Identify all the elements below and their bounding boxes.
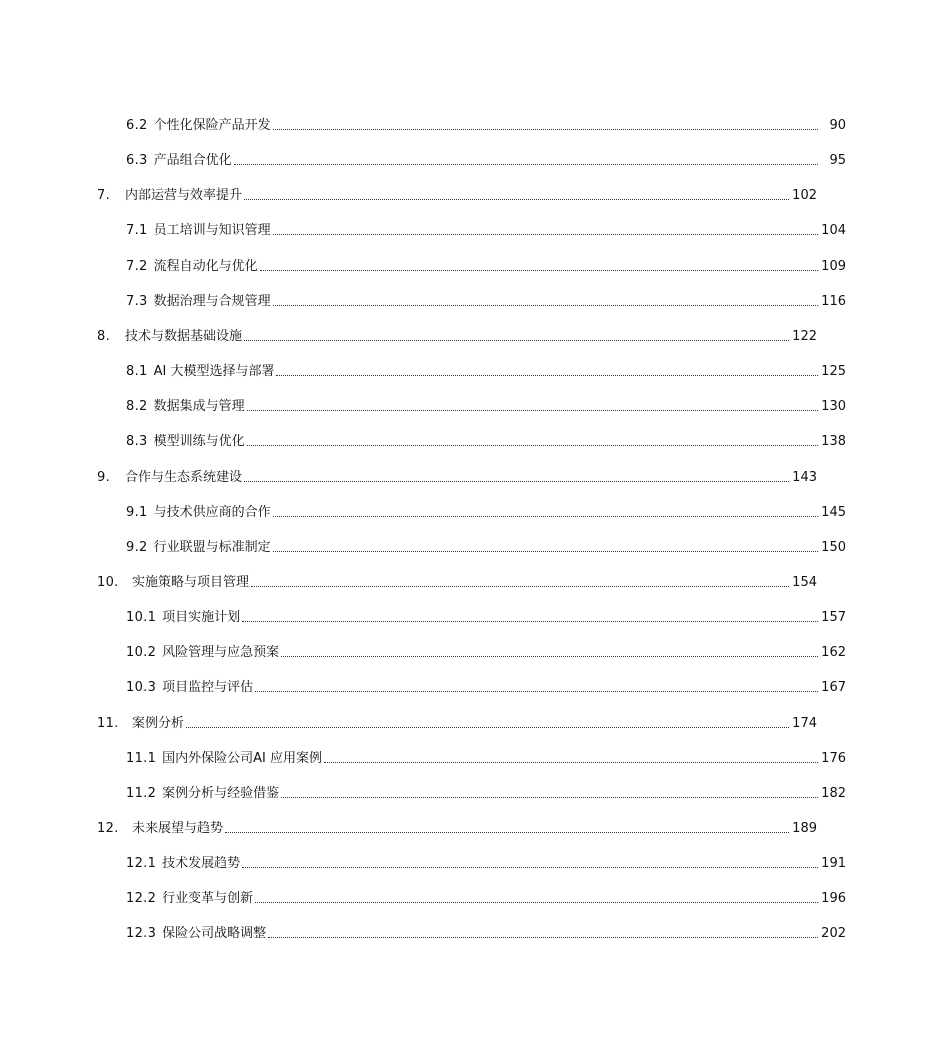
toc-entry-title: 项目监控与评估 [162, 680, 254, 696]
toc-section-entry[interactable] [0, 358, 942, 380]
toc-entry-page-number: 196 [821, 891, 846, 907]
toc-entry-title: 案例分析 [132, 715, 185, 731]
toc-entry-title: 技术与数据基础设施 [125, 328, 243, 344]
toc-entry-title: 行业联盟与标准制定 [153, 539, 271, 555]
toc-entry-title: 保险公司战略调整 [162, 926, 267, 942]
toc-section-entry[interactable] [0, 850, 942, 872]
toc-chapter-entry[interactable] [0, 569, 913, 591]
toc-entry-page-number: 154 [792, 574, 817, 590]
toc-section-entry[interactable] [0, 745, 942, 767]
toc-section-entry[interactable] [0, 920, 942, 942]
toc-section-entry[interactable] [0, 780, 942, 802]
toc-entry-title: 实施策略与项目管理 [132, 574, 250, 590]
toc-entry-number: 12. [97, 821, 119, 836]
toc-entry-number: 11.2 [126, 785, 157, 801]
toc-entry-page-number: 191 [821, 856, 846, 872]
toc-chapter-entry[interactable] [0, 182, 913, 204]
toc-entry-number: 8.2 [126, 399, 148, 415]
toc-entry-number: 8. [97, 328, 111, 344]
toc-dot-leader [281, 656, 818, 657]
toc-entry-number: 10. [97, 574, 119, 590]
toc-dot-leader [247, 445, 818, 446]
toc-entry-page-number: 174 [792, 715, 817, 731]
toc-entry-page-number: 150 [821, 539, 846, 555]
toc-section-entry[interactable] [0, 604, 942, 626]
toc-entry-number: 9. [97, 469, 111, 485]
toc-entry-title: 内部运营与效率提升 [125, 188, 243, 204]
toc-dot-leader [273, 516, 818, 517]
toc-entry-page-number: 143 [792, 469, 817, 485]
toc-entry-number: 11.1 [126, 750, 157, 766]
toc-entry-page-number: 104 [821, 223, 846, 239]
toc-entry-number: 12.3 [126, 926, 157, 942]
toc-entry-title: 与技术供应商的合作 [153, 504, 271, 520]
toc-dot-leader [281, 797, 818, 798]
toc-entry-page-number: 157 [821, 610, 846, 626]
toc-chapter-entry[interactable] [0, 815, 913, 837]
toc-dot-leader [255, 902, 818, 903]
toc-entry-title: 个性化保险产品开发 [153, 118, 271, 133]
toc-dot-leader [260, 270, 818, 271]
toc-entry-number: 8.1 [126, 364, 148, 380]
toc-section-entry[interactable] [0, 639, 942, 661]
toc-section-entry[interactable] [0, 147, 942, 169]
toc-dot-leader [276, 375, 818, 376]
toc-section-entry[interactable] [0, 499, 942, 521]
toc-dot-leader [273, 551, 818, 552]
toc-section-entry[interactable] [0, 885, 942, 907]
toc-chapter-entry[interactable] [0, 464, 913, 486]
toc-section-entry[interactable] [0, 217, 942, 239]
toc-dot-leader [244, 199, 789, 200]
toc-section-entry[interactable] [0, 393, 942, 415]
toc-entry-title: 产品组合优化 [153, 153, 232, 169]
toc-chapter-entry[interactable] [0, 323, 913, 345]
toc-entry-title: 风险管理与应急预案 [162, 645, 280, 661]
toc-entry-number: 12.2 [126, 891, 157, 907]
toc-entry-number: 12.1 [126, 856, 157, 872]
toc-entry-number: 7.2 [126, 258, 148, 274]
toc-entry-number: 6.2 [126, 118, 148, 133]
toc-entry-number: 7. [97, 188, 111, 204]
toc-dot-leader [242, 621, 818, 622]
toc-section-entry[interactable] [0, 674, 942, 696]
toc-entry-page-number: 90 [829, 118, 846, 133]
toc-dot-leader [268, 937, 818, 938]
toc-entry-page-number: 122 [792, 328, 817, 344]
toc-entry-page-number: 109 [821, 258, 846, 274]
toc-section-entry[interactable] [0, 428, 942, 450]
toc-entry-page-number: 162 [821, 645, 846, 661]
toc-entry-page-number: 102 [792, 188, 817, 204]
toc-dot-leader [244, 481, 789, 482]
toc-entry-number: 7.1 [126, 223, 148, 239]
toc-entry-number: 9.1 [126, 504, 148, 520]
toc-entry-title: 合作与生态系统建设 [125, 469, 243, 485]
toc-entry-title: 模型训练与优化 [153, 434, 245, 450]
toc-entry-title: 项目实施计划 [162, 610, 241, 626]
toc-entry-page-number: 145 [821, 504, 846, 520]
toc-entry-title: 数据集成与管理 [153, 399, 245, 415]
toc-dot-leader [324, 762, 818, 763]
toc-entry-title: 国内外保险公司AI 应用案例 [162, 750, 323, 766]
toc-entry-number: 7.3 [126, 293, 148, 309]
toc-entry-page-number: 176 [821, 750, 846, 766]
toc-entry-title: AI 大模型选择与部署 [153, 364, 275, 380]
toc-entry-page-number: 138 [821, 434, 846, 450]
toc-entry-title: 流程自动化与优化 [153, 258, 258, 274]
toc-section-entry[interactable] [0, 288, 942, 310]
toc-dot-leader [244, 340, 789, 341]
toc-entry-page-number: 116 [821, 293, 846, 309]
toc-entry-number: 10.3 [126, 680, 157, 696]
toc-entry-page-number: 167 [821, 680, 846, 696]
toc-entry-page-number: 202 [821, 926, 846, 942]
toc-entry-title: 未来展望与趋势 [132, 821, 224, 836]
toc-dot-leader [242, 867, 818, 868]
toc-entry-page-number: 95 [829, 153, 846, 169]
toc-dot-leader [273, 234, 818, 235]
toc-section-entry[interactable] [0, 534, 942, 556]
toc-section-entry[interactable] [0, 253, 942, 275]
toc-dot-leader [247, 410, 818, 411]
toc-entry-title: 案例分析与经验借鉴 [162, 785, 280, 801]
toc-entry-number: 11. [97, 715, 119, 731]
toc-dot-leader [186, 727, 789, 728]
toc-entry-number: 10.1 [126, 610, 157, 626]
toc-entry-page-number: 182 [821, 785, 846, 801]
toc-entry-number: 10.2 [126, 645, 157, 661]
toc-entry-title: 员工培训与知识管理 [153, 223, 271, 239]
toc-dot-leader [225, 832, 789, 833]
toc-section-entry[interactable] [0, 112, 942, 134]
toc-entry-title: 技术发展趋势 [162, 856, 241, 872]
toc-entry-page-number: 125 [821, 364, 846, 380]
toc-entry-page-number: 130 [821, 399, 846, 415]
toc-dot-leader [273, 305, 818, 306]
toc-dot-leader [234, 164, 818, 165]
toc-dot-leader [251, 586, 789, 587]
toc-entry-number: 8.3 [126, 434, 148, 450]
toc-entry-title: 数据治理与合规管理 [153, 293, 271, 309]
toc-chapter-entry[interactable] [0, 710, 913, 732]
toc-entry-page-number: 189 [792, 821, 817, 836]
toc-entry-title: 行业变革与创新 [162, 891, 254, 907]
toc-dot-leader [255, 691, 818, 692]
toc-entry-number: 6.3 [126, 153, 148, 169]
toc-dot-leader [273, 129, 818, 130]
toc-entry-number: 9.2 [126, 539, 148, 555]
